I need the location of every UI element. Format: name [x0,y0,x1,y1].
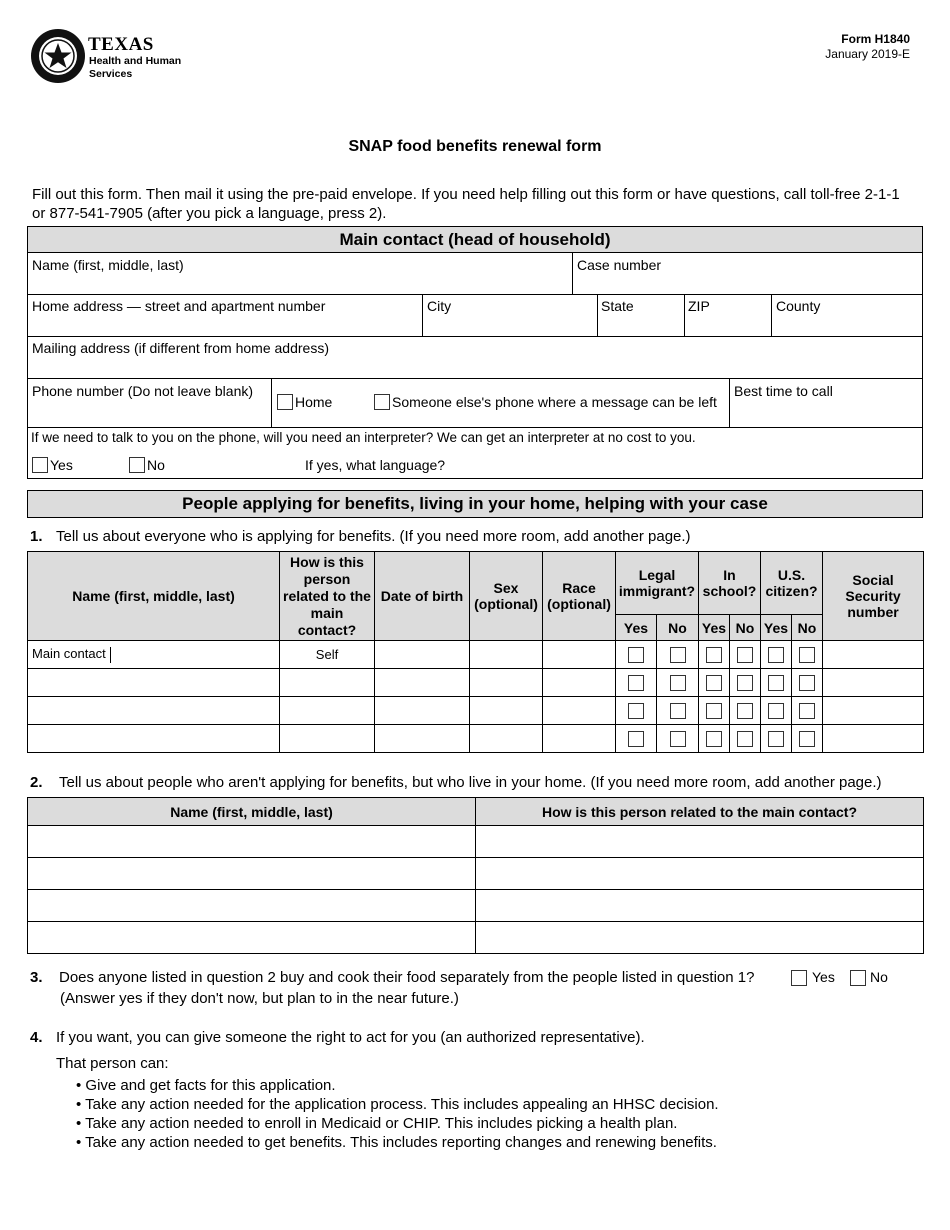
form-date: January 2019-E [825,47,910,61]
interpreter-yes-label: Yes [50,457,73,473]
logo-subtitle-1: Health and Human [89,55,182,67]
citizen-yes-checkbox[interactable] [768,731,784,747]
texas-seal-icon [30,28,86,84]
school-yes-checkbox[interactable] [706,675,722,691]
intro-text: Fill out this form. Then mail it using the pre-paid envelope. If you need help filling out this form or have questions, call toll-free 2-1-1 or 877-541-7905 (after you pick a language, press 2). [32,186,900,222]
main-contact-label: Main contact [32,646,106,662]
household-members-table [27,797,924,954]
legal-yes-checkbox[interactable] [628,731,644,747]
members-relation-header: How is this person related to the main contact? [476,798,924,826]
col-ssn-header: Social Security number [823,552,924,641]
race-cell[interactable] [543,725,616,753]
q3-no-label: No [870,969,888,985]
school-yes-checkbox[interactable] [706,703,722,719]
members-name-header: Name (first, middle, last) [28,798,476,826]
race-cell[interactable] [543,669,616,697]
col-school-header: In school? [699,552,761,615]
school-no-cell [730,669,761,697]
interpreter-language-label: If yes, what language? [305,457,446,473]
city-label: City [427,298,452,314]
dob-cell[interactable] [375,641,470,669]
col-race-header: Race (optional) [543,552,616,641]
school-no-checkbox[interactable] [737,731,753,747]
relation-cell[interactable] [280,669,375,697]
legal-yes-cell [616,697,657,725]
table-row [28,697,924,725]
citizen-yes-cell [761,669,792,697]
relation-cell[interactable] [280,725,375,753]
phone-number-field[interactable] [28,379,270,426]
home-phone-checkbox[interactable] [277,394,293,410]
sex-cell[interactable] [470,725,543,753]
table-row [28,641,924,669]
table-row [28,890,924,922]
list-item: • Take any action needed to get benefits. This includes reporting changes and renewing benefits. [76,1134,717,1151]
citizen-no-checkbox[interactable] [799,675,815,691]
main-contact-heading: Main contact (head of household) [27,226,923,253]
applicant-name-cell[interactable] [28,697,280,725]
form-number: Form H1840 [841,32,910,46]
school-no-checkbox[interactable] [737,675,753,691]
phone-number-label: Phone number (Do not leave blank) [32,383,254,399]
state-field[interactable] [598,295,683,335]
divider [27,427,923,428]
table-row [28,669,924,697]
legal-yes-checkbox[interactable] [628,703,644,719]
interpreter-language-field[interactable] [450,452,920,476]
citizen-yes-checkbox[interactable] [768,647,784,663]
q3-yes-checkbox[interactable] [791,970,807,986]
list-item: • Take any action needed for the application process. This includes appealing an HHSC decision. [76,1096,719,1113]
citizen-no-checkbox[interactable] [799,731,815,747]
q1-number: 1. [30,528,43,545]
relation-cell[interactable]: Self [280,641,375,669]
member-relation-cell[interactable] [476,858,924,890]
applicants-table [27,551,924,753]
col-sex-header: Sex (optional) [470,552,543,641]
q4-number: 4. [30,1029,43,1046]
sex-cell[interactable] [470,669,543,697]
legal-yes-cell [616,669,657,697]
q4-text: If you want, you can give someone the right to act for you (an authorized representative). [56,1029,645,1046]
mailing-address-field[interactable] [28,337,922,377]
citizen-yes-cell [761,641,792,669]
q3-note: (Answer yes if they don't now, but plan to in the near future.) [60,990,459,1007]
state-label: State [601,298,634,314]
list-item: • Give and get facts for this application. [76,1077,336,1094]
legal-no-checkbox[interactable] [670,675,686,691]
interpreter-question: If we need to talk to you on the phone, will you need an interpreter? We can get an interpreter at no cost to you. [31,430,696,445]
school-yes-header: Yes [699,615,730,641]
home-address-label: Home address — street and apartment number [32,298,326,314]
school-yes-cell [699,669,730,697]
q3-no-checkbox[interactable] [850,970,866,986]
school-yes-checkbox[interactable] [706,647,722,663]
q2-number: 2. [30,774,43,791]
q4-bullet-list [76,1076,719,1152]
interpreter-no-label: No [147,457,165,473]
legal-yes-header: Yes [616,615,657,641]
best-time-field[interactable] [730,379,922,426]
col-citizen-header: U.S. citizen? [761,552,823,615]
legal-no-checkbox[interactable] [670,647,686,663]
people-section-heading: People applying for benefits, living in your home, helping with your case [27,490,923,518]
q3-number: 3. [30,969,43,986]
citizen-no-checkbox[interactable] [799,647,815,663]
dob-cell[interactable] [375,697,470,725]
legal-no-checkbox[interactable] [670,731,686,747]
table-row [28,858,924,890]
logo-subtitle-2: Services [89,68,133,80]
school-yes-checkbox[interactable] [706,731,722,747]
case-number-label: Case number [577,257,662,273]
member-relation-cell[interactable] [476,826,924,858]
ssn-cell[interactable] [823,641,924,669]
sex-cell[interactable] [470,641,543,669]
member-name-cell[interactable] [28,826,476,858]
citizen-no-cell [792,669,823,697]
applicant-name-cell[interactable] [28,725,280,753]
interpreter-no-checkbox[interactable] [129,457,145,473]
county-field[interactable] [772,295,922,335]
legal-yes-cell [616,725,657,753]
citizen-yes-cell [761,697,792,725]
table-row [28,922,924,954]
school-yes-cell [699,697,730,725]
applicant-name-cell[interactable] [28,669,280,697]
text-cursor [110,647,111,663]
someone-else-phone-checkbox[interactable] [374,394,390,410]
zip-label: ZIP [688,298,710,314]
citizen-yes-cell [761,725,792,753]
legal-no-cell [657,641,699,669]
school-no-cell [730,725,761,753]
school-no-header: No [730,615,761,641]
race-cell[interactable] [543,641,616,669]
list-item: • Take any action needed to enroll in Medicaid or CHIP. This includes picking a health plan. [76,1115,678,1132]
dob-cell[interactable] [375,725,470,753]
someone-else-phone-label: Someone else's phone where a message can be left [392,394,717,410]
school-yes-cell [699,725,730,753]
q2-text: Tell us about people who aren't applying for benefits, but who live in your home. (If you need more room, add another page.) [59,774,882,791]
citizen-no-cell [792,641,823,669]
member-relation-cell[interactable] [476,922,924,954]
col-legal-header: Legal immigrant? [616,552,699,615]
q3-text: Does anyone listed in question 2 buy and cook their food separately from the people listed in question 1? [59,969,755,986]
school-yes-cell [699,641,730,669]
member-name-cell[interactable] [28,858,476,890]
county-label: County [776,298,821,314]
name-field-label: Name (first, middle, last) [32,257,184,273]
citizen-yes-header: Yes [761,615,792,641]
school-no-cell [730,641,761,669]
ssn-cell[interactable] [823,697,924,725]
col-dob-header: Date of birth [375,552,470,641]
dob-cell[interactable] [375,669,470,697]
home-phone-label: Home [295,394,333,410]
school-no-checkbox[interactable] [737,703,753,719]
q3-yes-label: Yes [812,969,835,985]
legal-yes-cell [616,641,657,669]
texas-hhs-logo [30,28,190,86]
legal-no-cell [657,725,699,753]
legal-yes-checkbox[interactable] [628,647,644,663]
case-number-field[interactable] [573,253,922,293]
citizen-no-checkbox[interactable] [799,703,815,719]
q4-subtext: That person can: [56,1055,169,1072]
zip-field[interactable] [685,295,770,335]
name-field[interactable] [28,253,571,293]
home-address-field[interactable] [28,295,421,335]
school-no-checkbox[interactable] [737,647,753,663]
best-time-label: Best time to call [734,383,833,399]
divider [271,378,272,427]
legal-yes-checkbox[interactable] [628,675,644,691]
col-name-header: Name (first, middle, last) [28,552,280,641]
member-name-cell[interactable] [28,890,476,922]
race-cell[interactable] [543,697,616,725]
applicant-name-cell[interactable] [28,641,280,669]
sex-cell[interactable] [470,697,543,725]
citizen-yes-checkbox[interactable] [768,703,784,719]
interpreter-yes-checkbox[interactable] [32,457,48,473]
member-name-cell[interactable] [28,922,476,954]
city-field[interactable] [423,295,596,335]
page-title: SNAP food benefits renewal form [348,138,602,155]
legal-no-cell [657,669,699,697]
citizen-no-cell [792,697,823,725]
ssn-cell[interactable] [823,669,924,697]
q1-text: Tell us about everyone who is applying for benefits. (If you need more room, add another page.) [56,528,691,545]
legal-no-cell [657,697,699,725]
citizen-no-header: No [792,615,823,641]
legal-no-checkbox[interactable] [670,703,686,719]
relation-cell[interactable] [280,697,375,725]
ssn-cell[interactable] [823,725,924,753]
col-relation-header: How is this person related to the main contact? [280,552,375,641]
legal-no-header: No [657,615,699,641]
citizen-no-cell [792,725,823,753]
member-relation-cell[interactable] [476,890,924,922]
table-row [28,725,924,753]
table-row [28,826,924,858]
school-no-cell [730,697,761,725]
citizen-yes-checkbox[interactable] [768,675,784,691]
logo-title: TEXAS [88,34,154,55]
mailing-address-label: Mailing address (if different from home address) [32,340,329,356]
